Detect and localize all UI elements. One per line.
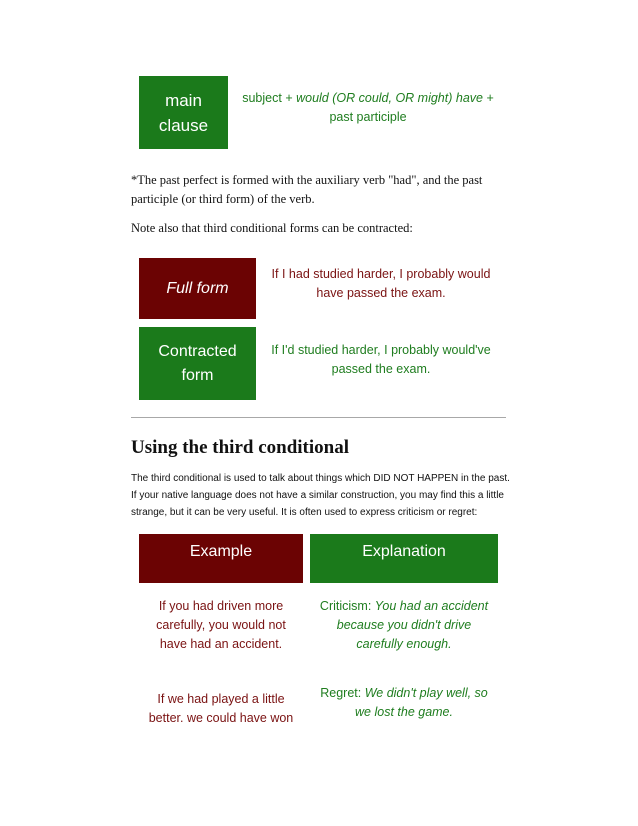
row1-example-line3: have had an accident. <box>159 637 283 651</box>
row2-explanation-line2 <box>310 703 498 722</box>
table-row-1-explanation <box>310 597 498 654</box>
contracted-form-example-line1: If I'd studied harder, I probably would've <box>271 343 491 357</box>
table-row-2-explanation <box>310 684 498 722</box>
contracted-form-example <box>266 341 496 379</box>
section-heading: Using the third conditional <box>131 437 350 458</box>
main-clause-box <box>139 76 228 149</box>
example-header <box>139 534 303 583</box>
full-form-example <box>266 265 496 303</box>
contracted-form-box <box>139 327 256 400</box>
row1-explanation-line3 <box>310 635 498 654</box>
row1-example-line1: If you had driven more <box>158 599 284 613</box>
row1-explanation-line3-text: carefully enough. <box>356 637 452 651</box>
row2-explanation-line1 <box>310 684 498 703</box>
row1-explanation-prefix: Criticism: <box>319 599 375 613</box>
example-header-label: Example <box>189 543 253 560</box>
main-clause-formula <box>238 89 498 127</box>
section-divider <box>131 417 506 418</box>
table-row-1-example <box>139 597 303 654</box>
contracted-form-example-line2: passed the exam. <box>331 362 431 376</box>
table-row-2-example <box>139 690 303 728</box>
past-perfect-note-line2: participle (or third form) of the verb. <box>131 192 315 206</box>
row1-explanation-line2 <box>310 616 498 635</box>
full-form-label: Full form <box>166 279 229 297</box>
formula-prefix: subject + <box>242 91 297 105</box>
row2-example-line1: If we had played a little <box>157 692 285 706</box>
main-clause-label-line1: main <box>165 90 202 110</box>
past-perfect-note <box>131 171 551 209</box>
row2-explanation-line2-text: we lost the game. <box>355 705 453 719</box>
row2-explanation-italic: We didn't play well, so <box>364 686 488 700</box>
section-intro-line3: strange, but it can be very useful. It is often used to express criticism or regret: <box>131 507 478 518</box>
contracted-note: Note also that third conditional forms can be contracted: <box>131 221 413 235</box>
row1-example-line2: carefully, you would not <box>156 618 286 632</box>
row2-example-line2: better. we could have won <box>148 711 294 725</box>
contracted-form-label-line1: Contracted <box>158 342 237 360</box>
full-form-example-line1: If I had studied harder, I probably would <box>271 267 491 281</box>
formula-italic: would (OR could, OR might) have <box>296 91 483 105</box>
main-clause-formula-line2: past participle <box>329 110 407 124</box>
section-intro-line2: If your native language does not have a similar construction, you may find this a little <box>131 490 504 501</box>
explanation-header <box>310 534 498 583</box>
past-perfect-note-line1: *The past perfect is formed with the auxiliary verb "had", and the past <box>131 173 483 187</box>
full-form-example-line2: have passed the exam. <box>316 286 446 300</box>
row1-explanation-line2-text: because you didn't drive <box>336 618 472 632</box>
section-intro <box>131 470 531 521</box>
main-clause-label-line2: clause <box>158 115 209 135</box>
explanation-header-label: Explanation <box>362 543 446 560</box>
row2-explanation-prefix: Regret: <box>320 686 365 700</box>
contracted-form-label-line2: form <box>181 366 214 384</box>
section-intro-line1: The third conditional is used to talk about things which DID NOT HAPPEN in the past. <box>131 473 510 484</box>
formula-suffix: + <box>482 91 494 105</box>
full-form-box <box>139 258 256 319</box>
main-clause-formula-line1 <box>238 89 498 108</box>
row1-explanation-line1 <box>310 597 498 616</box>
row1-explanation-italic: You had an accident <box>374 599 489 613</box>
